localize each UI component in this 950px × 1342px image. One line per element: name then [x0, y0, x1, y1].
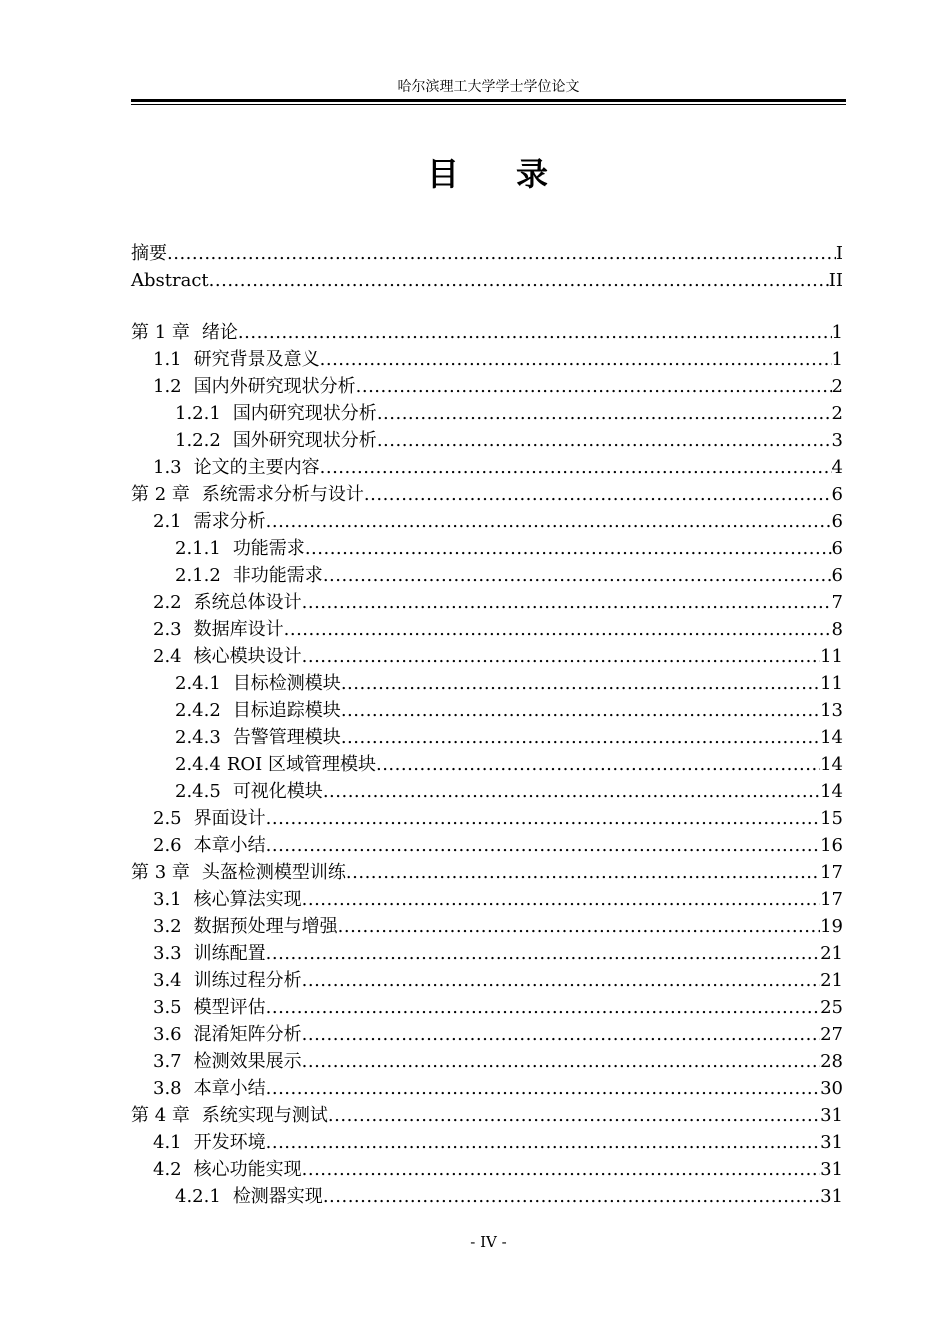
toc-section-label: [175, 670, 341, 697]
toc-title: [131, 152, 846, 196]
toc-entry[interactable]: [131, 373, 843, 400]
leader-dots: [266, 1075, 820, 1102]
leader-dots: [302, 967, 820, 994]
toc-entry[interactable]: [131, 1048, 843, 1075]
section-number: 2.4.3: [175, 727, 221, 748]
toc-entry-page: 31: [820, 1159, 843, 1180]
toc-entry[interactable]: [131, 967, 843, 994]
chapter-title: 头盔检测模型训练: [201, 862, 346, 883]
chapter-prefix: 第 4 章: [131, 1105, 190, 1126]
leader-dots: [341, 697, 820, 724]
chapter-title: 系统实现与测试: [201, 1105, 328, 1126]
section-title: 核心模块设计: [193, 646, 302, 667]
leader-dots: [238, 319, 832, 346]
section-title: 系统总体设计: [193, 592, 302, 613]
toc-entry[interactable]: [131, 1075, 843, 1102]
toc-section-label: [175, 427, 377, 454]
toc-entry-page: 2: [831, 403, 843, 424]
section-title: 开发环境: [193, 1132, 266, 1153]
toc-entry[interactable]: [131, 994, 843, 1021]
section-number: 3.3: [153, 943, 182, 964]
section-number: 1.2.1: [175, 403, 221, 424]
toc-entry[interactable]: [131, 751, 843, 778]
toc-chapter-label: [131, 319, 238, 346]
toc-entry[interactable]: [131, 886, 843, 913]
leader-dots: [346, 859, 820, 886]
section-number: 2.4.5: [175, 781, 221, 802]
toc-chapter-label: [131, 859, 346, 886]
leader-dots: [320, 454, 832, 481]
chapter-title: 系统需求分析与设计: [201, 484, 364, 505]
section-number: 2.1: [153, 511, 182, 532]
leader-dots: [323, 778, 820, 805]
section-title: 目标追踪模块: [232, 700, 341, 721]
toc-entry[interactable]: [131, 1183, 843, 1210]
leader-dots: [356, 373, 832, 400]
toc-entry-abstract-en[interactable]: [131, 267, 843, 294]
leader-dots: [328, 1102, 820, 1129]
toc-section-label: [153, 994, 266, 1021]
toc-entry[interactable]: [131, 1156, 843, 1183]
toc-title-right: 录: [516, 155, 551, 193]
toc-chapter-label: [131, 481, 364, 508]
leader-dots: [323, 562, 832, 589]
toc-section-label: [153, 967, 302, 994]
toc-entry-page: 6: [831, 484, 843, 505]
leader-dots: [302, 1048, 820, 1075]
toc-section-label: [153, 886, 302, 913]
section-number: 2.3: [153, 619, 182, 640]
toc-section-label: [153, 346, 320, 373]
leader-dots: [266, 832, 820, 859]
header-rule-thick: [131, 99, 846, 102]
toc-entry[interactable]: [131, 535, 843, 562]
toc-section-label: [153, 1129, 266, 1156]
toc-entry-page: 1: [831, 322, 843, 343]
toc-section-label: [153, 1048, 302, 1075]
section-title: ROI 区域管理模块: [226, 754, 376, 775]
section-title: 训练过程分析: [193, 970, 302, 991]
toc-entry-page: 31: [820, 1132, 843, 1153]
leader-dots: [266, 940, 820, 967]
toc-entry-page: 3: [831, 430, 843, 451]
toc-entry[interactable]: [131, 697, 843, 724]
section-number: 2.4.1: [175, 673, 221, 694]
toc-entry[interactable]: [131, 832, 843, 859]
section-number: 2.6: [153, 835, 182, 856]
toc-entry-page: 21: [820, 943, 843, 964]
section-title: 数据库设计: [193, 619, 284, 640]
toc-section-label: [175, 535, 305, 562]
toc-entry-page: 6: [831, 511, 843, 532]
section-number: 3.1: [153, 889, 182, 910]
toc-entry-page: 30: [820, 1078, 843, 1099]
toc-section-label: [153, 508, 266, 535]
toc-entry[interactable]: [131, 508, 843, 535]
leader-dots: [338, 913, 820, 940]
leader-dots: [266, 994, 820, 1021]
toc-entry-page: 14: [820, 727, 843, 748]
section-number: 2.5: [153, 808, 182, 829]
section-title: 论文的主要内容: [193, 457, 320, 478]
toc-section-label: [153, 616, 284, 643]
section-number: 1.1: [153, 349, 182, 370]
toc-entry[interactable]: [131, 778, 843, 805]
section-number: 3.2: [153, 916, 182, 937]
chapter-title: 绪论: [201, 322, 238, 343]
toc-entry-page: 6: [831, 538, 843, 559]
leader-dots: [266, 805, 820, 832]
section-number: 3.8: [153, 1078, 182, 1099]
section-number: 3.5: [153, 997, 182, 1018]
section-title: 检测器实现: [232, 1186, 323, 1207]
section-title: 研究背景及意义: [193, 349, 320, 370]
toc-section-label: [175, 697, 341, 724]
section-number: 1.3: [153, 457, 182, 478]
section-number: 2.4.2: [175, 700, 221, 721]
leader-dots: [302, 886, 820, 913]
toc-entry-page: 2: [831, 376, 843, 397]
toc-section-label: [153, 913, 338, 940]
section-title: 需求分析: [193, 511, 266, 532]
toc-entry-page: 16: [820, 835, 843, 856]
section-number: 2.1.2: [175, 565, 221, 586]
toc-section-label: [175, 562, 323, 589]
toc-entry[interactable]: [131, 1129, 843, 1156]
section-title: 本章小结: [193, 835, 266, 856]
toc-entry-page: 28: [820, 1051, 843, 1072]
toc-section-label: [153, 643, 302, 670]
section-title: 国内研究现状分析: [232, 403, 377, 424]
section-title: 核心功能实现: [193, 1159, 302, 1180]
table-of-contents: [131, 240, 843, 1210]
toc-entry-page: 15: [820, 808, 843, 829]
toc-entry[interactable]: [131, 1021, 843, 1048]
toc-section-label: [153, 454, 320, 481]
toc-entry-page: 14: [820, 781, 843, 802]
section-title: 功能需求: [232, 538, 305, 559]
toc-section-label: [175, 778, 323, 805]
section-title: 本章小结: [193, 1078, 266, 1099]
section-title: 国内外研究现状分析: [193, 376, 356, 397]
toc-section-label: [175, 751, 376, 778]
section-title: 非功能需求: [232, 565, 323, 586]
leader-dots: [323, 1183, 820, 1210]
section-number: 3.4: [153, 970, 182, 991]
toc-entry-label: 摘要: [131, 243, 167, 264]
toc-entry-label: Abstract: [131, 270, 209, 291]
toc-entry[interactable]: [131, 616, 843, 643]
toc-entry-page: 7: [831, 592, 843, 613]
section-number: 3.6: [153, 1024, 182, 1045]
chapter-prefix: 第 2 章: [131, 484, 190, 505]
leader-dots: [266, 508, 832, 535]
toc-entry-page: I: [835, 243, 843, 264]
section-title: 界面设计: [193, 808, 266, 829]
toc-entry-page: 21: [820, 970, 843, 991]
toc-entry[interactable]: [131, 481, 843, 508]
section-title: 数据预处理与增强: [193, 916, 338, 937]
section-number: 1.2: [153, 376, 182, 397]
toc-section-label: [153, 832, 266, 859]
toc-entry[interactable]: [131, 913, 843, 940]
section-number: 2.4.4: [175, 754, 221, 775]
toc-entry[interactable]: [131, 724, 843, 751]
toc-entry[interactable]: [131, 859, 843, 886]
toc-section-label: [153, 1021, 302, 1048]
leader-dots: [302, 1021, 820, 1048]
toc-entry[interactable]: [131, 670, 843, 697]
toc-chapter-label: [131, 1102, 328, 1129]
leader-dots: [284, 616, 832, 643]
section-title: 国外研究现状分析: [232, 430, 377, 451]
toc-entry[interactable]: [131, 805, 843, 832]
section-title: 可视化模块: [232, 781, 323, 802]
toc-entry-page: 31: [820, 1105, 843, 1126]
leader-dots: [377, 400, 832, 427]
toc-section-label: [153, 589, 302, 616]
toc-entry-page: 31: [820, 1186, 843, 1207]
toc-section-label: [175, 724, 341, 751]
leader-dots: [302, 1156, 820, 1183]
toc-entry[interactable]: [131, 940, 843, 967]
toc-section-label: [153, 805, 266, 832]
toc-entry[interactable]: [131, 589, 843, 616]
section-title: 训练配置: [193, 943, 266, 964]
toc-entry-page: II: [828, 270, 843, 291]
section-number: 4.2: [153, 1159, 182, 1180]
section-title: 检测效果展示: [193, 1051, 302, 1072]
section-title: 混淆矩阵分析: [193, 1024, 302, 1045]
section-title: 告警管理模块: [232, 727, 341, 748]
section-number: 2.2: [153, 592, 182, 613]
toc-section-label: [153, 940, 266, 967]
leader-dots: [364, 481, 832, 508]
running-header: 哈尔滨理工大学学士学位论文: [397, 79, 580, 95]
toc-section-label: [175, 1183, 323, 1210]
toc-entry[interactable]: [131, 1102, 843, 1129]
toc-title-left: 目: [426, 155, 461, 193]
section-number: 3.7: [153, 1051, 182, 1072]
toc-section-label: [175, 400, 377, 427]
leader-dots: [167, 240, 836, 267]
toc-entry[interactable]: [131, 427, 843, 454]
toc-entry-page: 27: [820, 1024, 843, 1045]
section-number: 2.1.1: [175, 538, 221, 559]
toc-entry[interactable]: [131, 400, 843, 427]
toc-entry[interactable]: [131, 454, 843, 481]
toc-entry-page: 14: [820, 754, 843, 775]
toc-entry-page: 25: [820, 997, 843, 1018]
chapter-prefix: 第 1 章: [131, 322, 190, 343]
toc-section-label: [153, 1156, 302, 1183]
toc-section-label: [153, 1075, 266, 1102]
section-number: 2.4: [153, 646, 182, 667]
leader-dots: [302, 643, 820, 670]
toc-entry[interactable]: [131, 346, 843, 373]
toc-entry-abstract-cn[interactable]: [131, 240, 843, 267]
leader-dots: [305, 535, 832, 562]
toc-entry-page: 17: [820, 862, 843, 883]
toc-entry[interactable]: [131, 319, 843, 346]
section-number: 4.2.1: [175, 1186, 221, 1207]
header-rule-thin: [131, 104, 846, 105]
toc-entry-page: 13: [820, 700, 843, 721]
toc-entry-page: 8: [831, 619, 843, 640]
section-title: 核心算法实现: [193, 889, 302, 910]
section-title: 模型评估: [193, 997, 266, 1018]
toc-entry-page: 1: [831, 349, 843, 370]
toc-entry-page: 6: [831, 565, 843, 586]
toc-section-label: [153, 373, 356, 400]
toc-entry[interactable]: [131, 643, 843, 670]
leader-dots: [302, 589, 832, 616]
leader-dots: [266, 1129, 820, 1156]
leader-dots: [376, 751, 820, 778]
leader-dots: [209, 267, 829, 294]
toc-entry-page: 11: [820, 646, 843, 667]
toc-entry-page: 11: [820, 673, 843, 694]
toc-entry-page: 4: [831, 457, 843, 478]
leader-dots: [341, 724, 820, 751]
leader-dots: [377, 427, 832, 454]
page-number: - IV -: [470, 1233, 507, 1251]
section-title: 目标检测模块: [232, 673, 341, 694]
chapter-prefix: 第 3 章: [131, 862, 190, 883]
section-number: 4.1: [153, 1132, 182, 1153]
leader-dots: [341, 670, 820, 697]
section-number: 1.2.2: [175, 430, 221, 451]
toc-entry[interactable]: [131, 562, 843, 589]
toc-entry-page: 19: [820, 916, 843, 937]
toc-entry-page: 17: [820, 889, 843, 910]
leader-dots: [320, 346, 832, 373]
